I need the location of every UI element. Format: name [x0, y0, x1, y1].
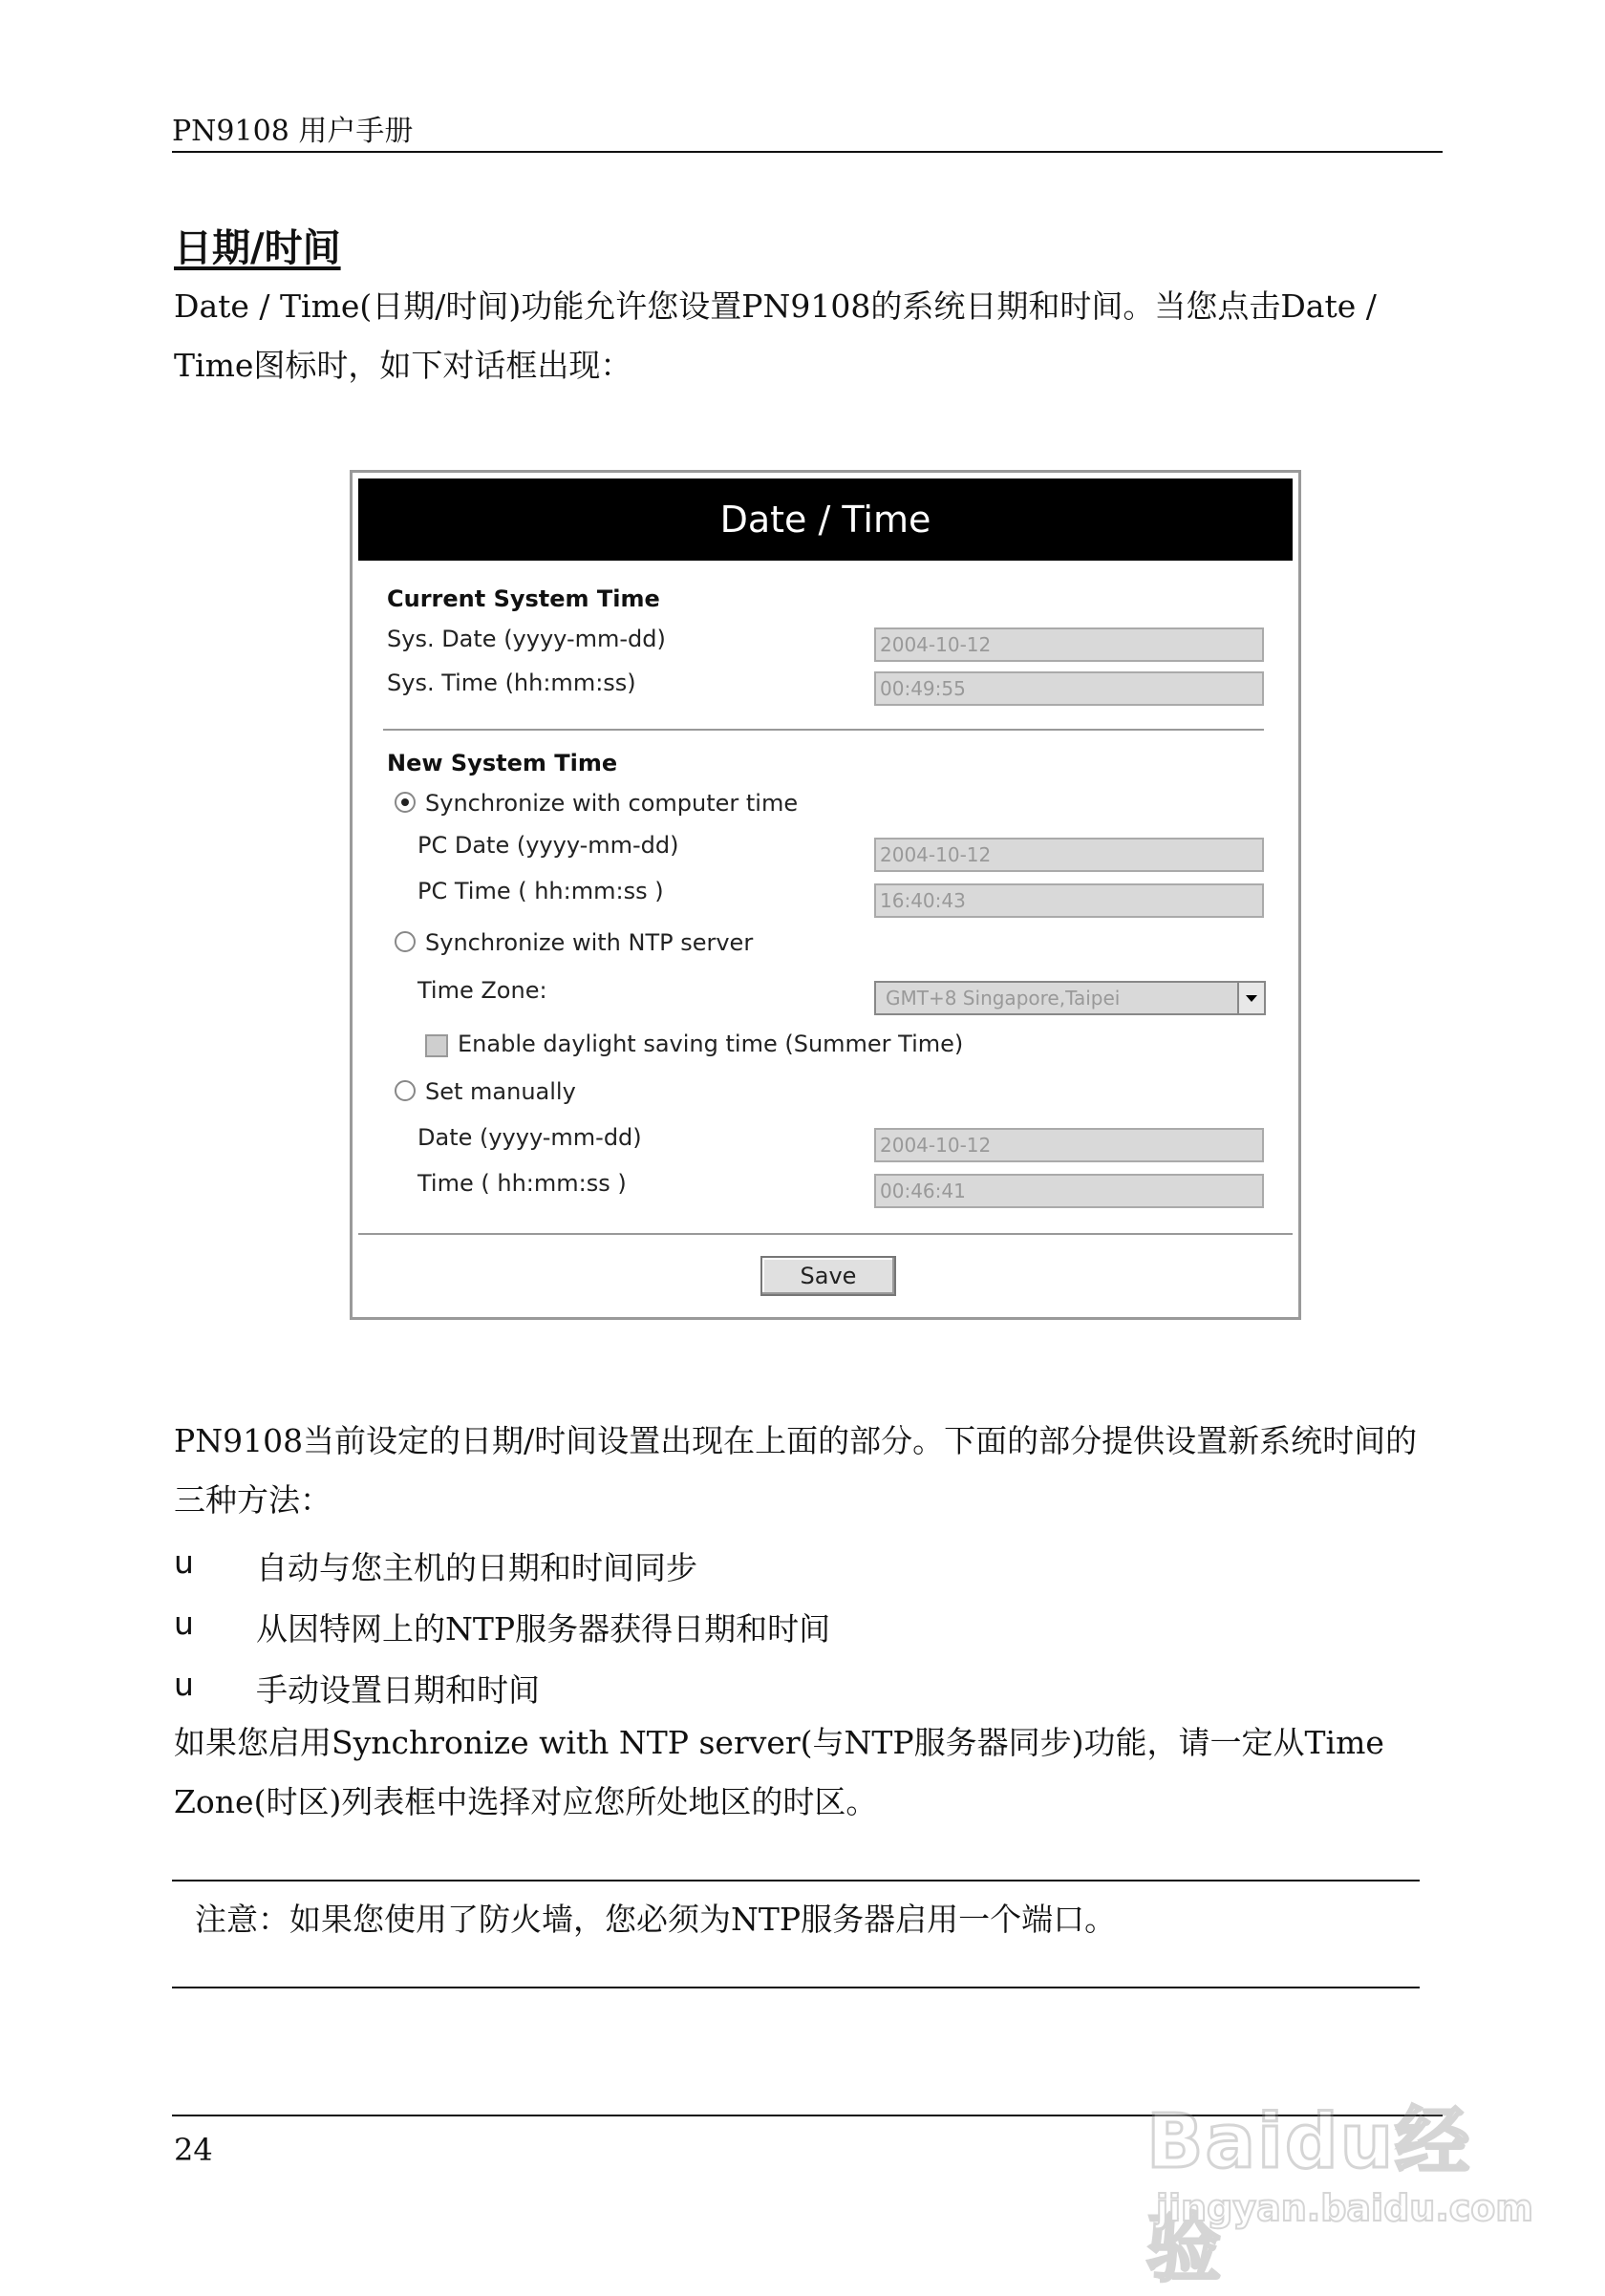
date-time-dialog	[350, 470, 1301, 1320]
header-rule	[172, 151, 1443, 153]
pc-date-label: PC Date (yyyy-mm-dd)	[417, 832, 679, 859]
footer-divider	[358, 1233, 1293, 1235]
watermark-brand: Baidu经验	[1146, 2099, 1472, 2292]
sync-computer-label: Synchronize with computer time	[425, 790, 799, 817]
bullet-marker: u	[174, 1543, 194, 1581]
manual-date-label: Date (yyyy-mm-dd)	[417, 1124, 642, 1151]
sync-ntp-label: Synchronize with NTP server	[425, 929, 754, 956]
bullet-text: 自动与您主机的日期和时间同步	[256, 1549, 697, 1586]
timezone-label: Time Zone:	[417, 977, 547, 1004]
dialog-title: Date / Time	[358, 478, 1293, 561]
sync-ntp-radio[interactable]	[395, 931, 416, 952]
ntp-paragraph: 如果您启用Synchronize with NTP server(与NTP服务器同步)功能，请一定从Time Zone(时区)列表框中选择对应您所处地区的时区。	[174, 1724, 1384, 1820]
section-title: 日期/时间	[174, 225, 341, 270]
manual-time-field[interactable]: 00:46:41	[874, 1174, 1264, 1208]
page-number: 24	[174, 2132, 213, 2168]
timezone-value: GMT+8 Singapore,Taipei	[886, 987, 1121, 1010]
intro-paragraph: Date / Time(日期/时间)功能允许您设置PN9108的系统日期和时间。当您点击Date / Time图标时，如下对话框出现：	[174, 287, 1377, 384]
sys-time-label: Sys. Time (hh:mm:ss)	[387, 670, 636, 696]
chevron-down-icon[interactable]	[1237, 983, 1264, 1013]
save-button[interactable]: Save	[760, 1256, 896, 1296]
new-system-time-heading: New System Time	[387, 750, 618, 776]
note-top-rule	[172, 1880, 1420, 1881]
watermark-url: jingyan.baidu.com	[1156, 2187, 1533, 2229]
daylight-label: Enable daylight saving time (Summer Time)	[458, 1031, 964, 1057]
watermark	[1146, 2044, 1533, 2292]
manual-date-field[interactable]: 2004-10-12	[874, 1128, 1264, 1162]
note-bottom-rule	[172, 1987, 1420, 1988]
set-manually-label: Set manually	[425, 1078, 576, 1105]
sys-time-field: 00:49:55	[874, 671, 1264, 706]
pc-time-field[interactable]: 16:40:43	[874, 883, 1264, 918]
sys-date-field: 2004-10-12	[874, 627, 1264, 662]
daylight-checkbox[interactable]	[425, 1034, 448, 1057]
timezone-select[interactable]	[874, 981, 1266, 1015]
set-manually-radio[interactable]	[395, 1080, 416, 1101]
bullet-text: 手动设置日期和时间	[256, 1671, 540, 1709]
running-header: PN9108 用户手册	[172, 115, 414, 148]
note-text: 注意：如果您使用了防火墙，您必须为NTP服务器启用一个端口。	[195, 1901, 1117, 1938]
pc-time-label: PC Time ( hh:mm:ss )	[417, 878, 664, 904]
body-paragraph: PN9108当前设定的日期/时间设置出现在上面的部分。下面的部分提供设置新系统时间的三种方法：	[174, 1422, 1418, 1519]
bullet-text: 从因特网上的NTP服务器获得日期和时间	[256, 1610, 831, 1648]
sync-computer-radio[interactable]	[395, 792, 416, 813]
current-system-time-heading: Current System Time	[387, 585, 660, 612]
pc-date-field[interactable]: 2004-10-12	[874, 838, 1264, 872]
bullet-marker: u	[174, 1605, 194, 1642]
section-divider	[383, 729, 1264, 731]
bullet-marker: u	[174, 1666, 194, 1703]
manual-time-label: Time ( hh:mm:ss )	[417, 1170, 627, 1197]
sys-date-label: Sys. Date (yyyy-mm-dd)	[387, 626, 666, 652]
